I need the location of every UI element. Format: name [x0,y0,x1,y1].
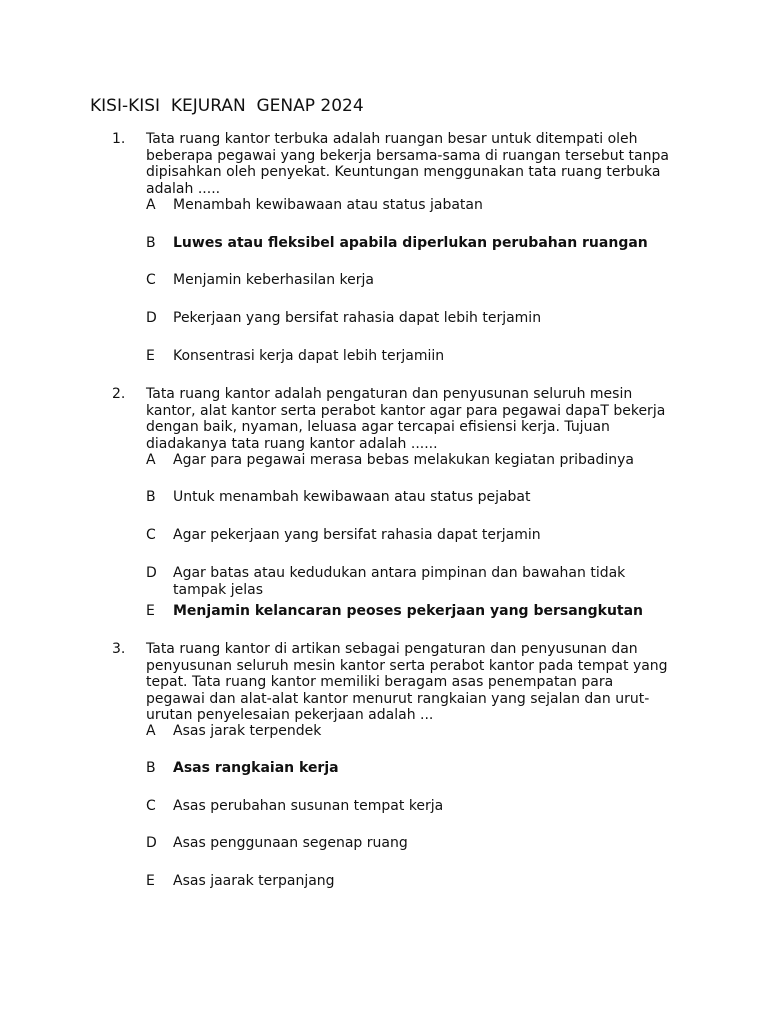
option-text-correct: Asas rangkaian kerja [173,760,339,776]
option-letter: C [146,272,156,288]
page-title: KISI-KISI KEJURAN GENAP 2024 [90,96,364,116]
question-text: Tata ruang kantor di artikan sebagai pengaturan dan penyusunan dan penyusunan seluruh mesin kantor serta perabot kantor pada tempat yang tepat. Tata ruang kantor memiliki beragam asas penempatan para pegawai dan alat-alat kantor menurut rangkaian yang sejalan dan urut-urutan penyelesaian pekerjaan adalah ... [146,641,668,723]
option-text: Pekerjaan yang bersifat rahasia dapat lebih terjamin [173,310,542,326]
option-text-correct: Luwes atau fleksibel apabila diperlukan perubahan ruangan [173,235,648,251]
option-text: Agar pekerjaan yang bersifat rahasia dapat terjamin [173,527,541,543]
option-text: Agar para pegawai merasa bebas melakukan kegiatan pribadinya [173,452,634,468]
question-text: Tata ruang kantor terbuka adalah ruangan besar untuk ditempati oleh beberapa pegawai yang bekerja bersama-sama di ruangan tersebut tanpa dipisahkan oleh penyekat. Keuntungan menggunakan tata ruang terbuka adalah ..... [146,131,669,197]
option-letter: B [146,760,156,776]
option-text: Asas penggunaan segenap ruang [173,835,408,851]
option-letter: E [146,603,155,619]
option-letter: B [146,489,156,505]
option-letter: D [146,565,157,581]
option-letter: C [146,798,156,814]
option-text: Menambah kewibawaan atau status jabatan [173,197,483,213]
question-text: Tata ruang kantor adalah pengaturan dan penyusunan seluruh mesin kantor, alat kantor serta perabot kantor agar para pegawai dapaT bekerja dengan baik, nyaman, leluasa agar tercapai efisiensi kerja. Tujuan diadakanya tata ruang kantor adalah ...... [146,386,666,452]
option-text: Untuk menambah kewibawaan atau status pejabat [173,489,531,505]
option-letter: B [146,235,156,251]
option-text: Asas perubahan susunan tempat kerja [173,798,444,814]
question-number: 2. [112,386,126,402]
question-number: 1. [112,131,126,147]
option-letter: D [146,835,157,851]
option-text: Asas jaarak terpanjang [173,873,335,889]
option-letter: E [146,873,155,889]
option-text: Konsentrasi kerja dapat lebih terjamiin [173,348,445,364]
option-letter: C [146,527,156,543]
option-letter: D [146,310,157,326]
option-text-correct: Menjamin kelancaran peoses pekerjaan yang bersangkutan [173,603,644,619]
option-text: Menjamin keberhasilan kerja [173,272,374,288]
option-letter: A [146,723,156,739]
option-letter: E [146,348,155,364]
question-number: 3. [112,641,126,657]
option-letter: A [146,197,156,213]
option-text: Agar batas atau kedudukan antara pimpinan dan bawahan tidak tampak jelas [173,565,626,598]
option-text: Asas jarak terpendek [173,723,322,739]
option-letter: A [146,452,156,468]
